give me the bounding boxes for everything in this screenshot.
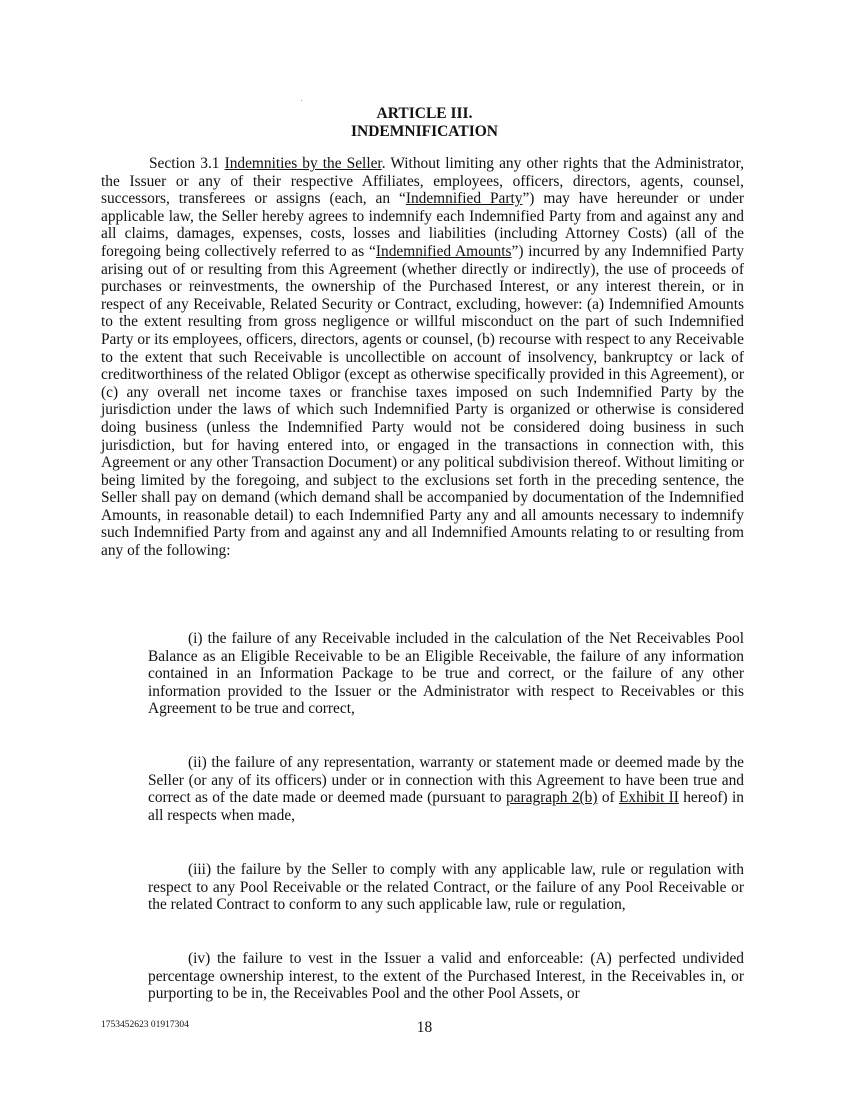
stray-mark [301, 100, 302, 101]
item-i: (i) the failure of any Receivable included in the calculation of the Net Receivables Pool Balance as an Eligible Receivable to be an Eligible Receivable, the failure of any information contained in an Information Package to be true and correct, or the failure of any other information provided to the Issuer or the Administrator with respect to Receivables or this Agreement to be true and correct, [148, 630, 744, 718]
section-title: Indemnities by the Seller [224, 155, 382, 172]
item-ii-text-1: (ii) the failure of any representation, warranty or statement made or deemed made by the Seller (or any of its officers) under or in connection with this Agreement to have been true and correct as of the date made or deemed made (pursuant to [148, 754, 744, 807]
page-number: 18 [416, 1019, 433, 1036]
article-subtitle: INDEMNIFICATION [351, 123, 498, 140]
item-iv: (iv) the failure to vest in the Issuer a valid and enforceable: (A) perfected undivided percentage ownership interest, to the extent of the Purchased Interest, in the Receivables in, or purporting to be in, the Receivables Pool and the other Pool Assets, or [148, 950, 744, 1003]
section-text-3: ”) incurred by any Indemnified Party arising out of or resulting from this Agreement (whether directly or indirectly), the use of proceeds of purchases or reinvestments, the ownership of the Purchased Interest, or any interest therein, or in respect of any Receivable, Related Security or Contract, excluding, however: (a) Indemnified Amounts to the extent resulting from gross negligence or willful misconduct on the part of such Indemnified Party or its employees, officers, directors, agents or counsel, (b) recourse with respect to any Receivable to the extent that such Receivable is uncollectible on account of insolvency, bankruptcy or lack of creditworthiness of the related Obligor (except as otherwise specifically provided in this Agreement), or (c) any overall net income taxes or franchise taxes imposed on such Indemnified Party by the jurisdiction under the laws of which such Indemnified Party is organized or otherwise is considered doing business (unless the Indemnified Party would not be considered doing business in such jurisdiction, but for having entered into, or engaged in the transactions in connection with, this Agreement or any other Transaction Document) or any political subdivision thereof. Without limiting or being limited by the foregoing, and subject to the exclusions set forth in the preceding sentence, the Seller shall pay on demand (which demand shall be accompanied by documentation of the Indemnified Amounts, in reasonable detail) to each Indemnified Party any and all amounts necessary to indemnify such Indemnified Party from and against any and all Indemnified Amounts relating to or resulting from any of the following: [101, 242, 745, 560]
item-ii-block [148, 754, 744, 824]
article-title: ARTICLE III. [376, 105, 473, 122]
item-iv-block [148, 950, 744, 1003]
document-id: 1753452623 01917304 [101, 1020, 189, 1030]
exhibit-reference-link: Exhibit II [618, 789, 679, 807]
paragraph-reference-link: paragraph 2(b) [505, 789, 598, 807]
section-text-1: . Without limiting any other rights that the Administrator, the Issuer or any of their respective Affiliates, employees, officers, directors, agents, counsel, successors, transferees or assigns (each, an “ [101, 155, 744, 208]
section-text-2: ”) may have hereunder or under applicable law, the Seller hereby agrees to indemnify each Indemnified Party from and against any and all claims, damages, expenses, costs, losses and liabilities (including Attorney Costs) (all of the foregoing being collectively referred to as “ [101, 190, 744, 260]
item-iii: (iii) the failure by the Seller to comply with any applicable law, rule or regulation with respect to any Pool Receivable or the related Contract, or the failure of any Pool Receivable or the related Contract to conform to any such applicable law, rule or regulation, [148, 861, 744, 914]
item-ii [148, 754, 744, 824]
item-ii-text-2: of [597, 789, 619, 807]
item-ii-text-3: hereof) in all respects when made, [148, 789, 744, 824]
section-number: Section 3.1 [149, 155, 225, 172]
defined-term-indemnified-party: Indemnified Party [405, 190, 523, 208]
section-body [101, 155, 744, 560]
item-iii-block [148, 861, 744, 914]
item-i-block [148, 630, 744, 718]
section-3-1-paragraph [101, 155, 744, 560]
defined-term-indemnified-amounts: Indemnified Amounts [375, 242, 512, 260]
